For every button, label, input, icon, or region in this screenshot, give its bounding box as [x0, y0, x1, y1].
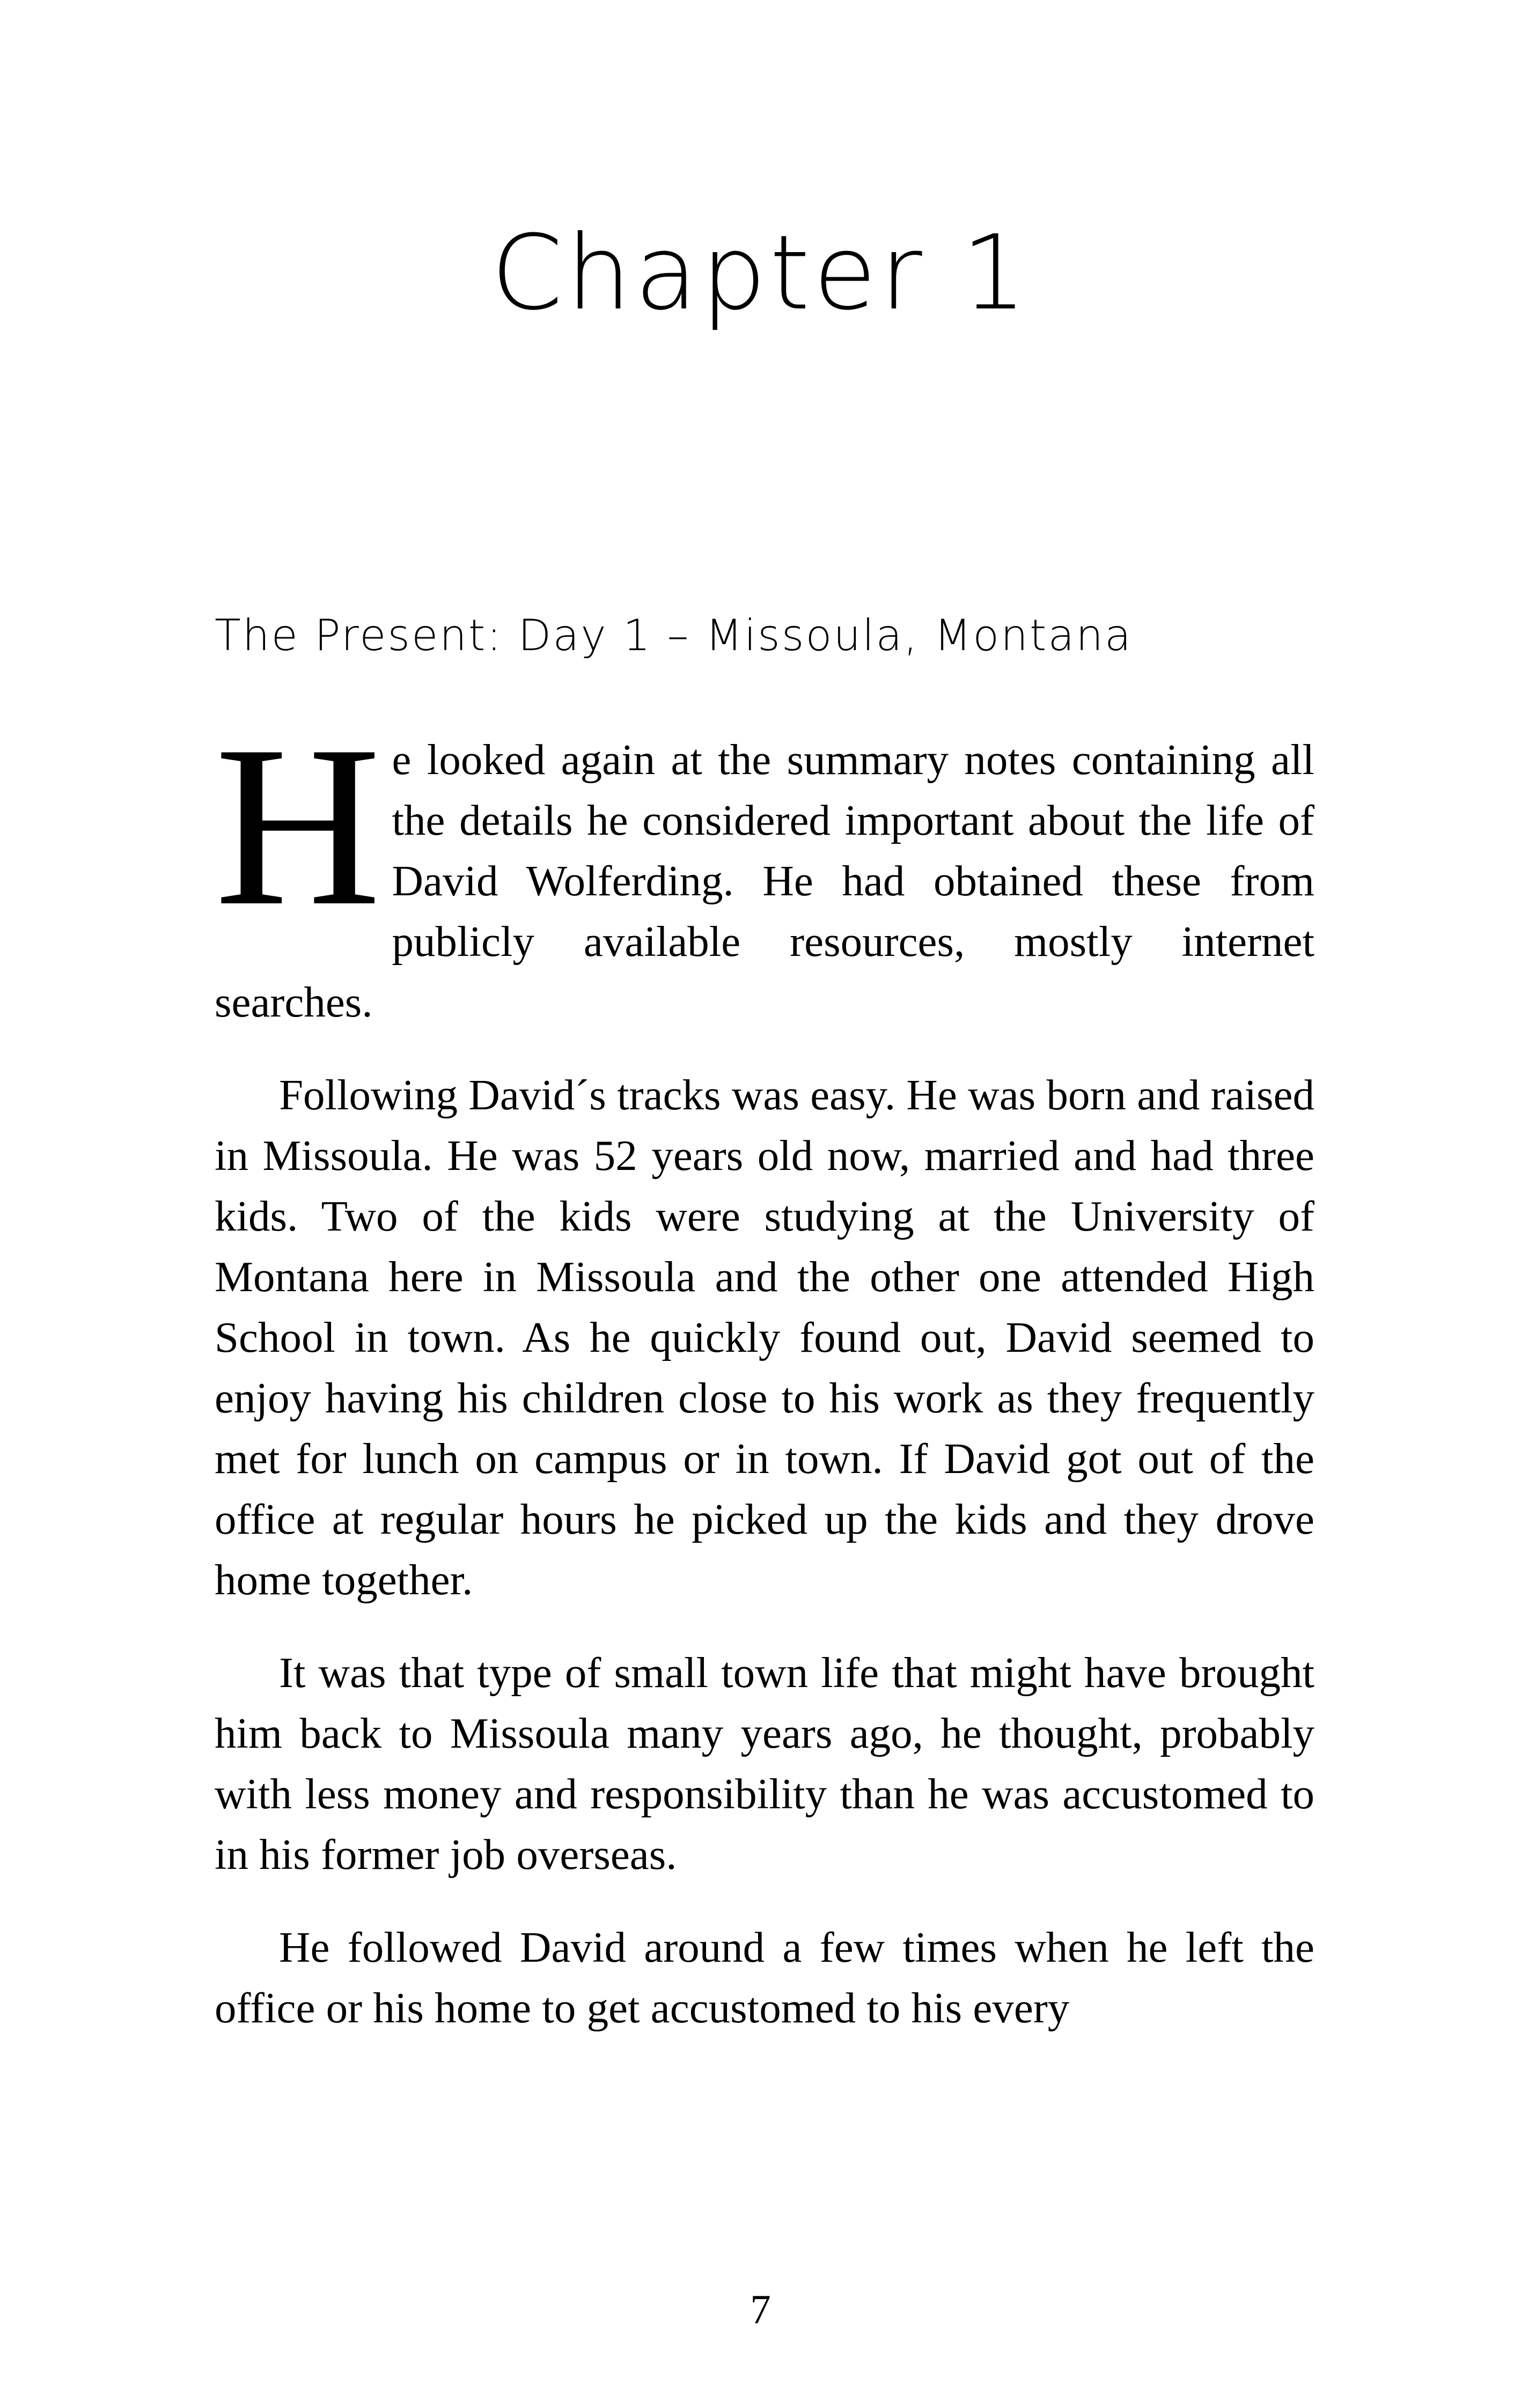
paragraph-1	[215, 698, 1314, 1033]
page-number: 7	[750, 2286, 771, 2332]
paragraph-2: Following David´s tracks was easy. He was born and raised in Missoula. He was 52 years old now, married and had three kids. Two of the kids were studying at the University of Montana here in Missoula and the other one attended High School in town. As he quickly found out, David seemed to enjoy having his children close to his work as they frequently met for lunch on campus or in town. If David got out of the office at regular hours he picked up the kids and they drove home together.	[215, 1071, 1314, 1604]
paragraph-3: It was that type of small town life that might have brought him back to Missoula many years ago, he thought, probably with less money and responsibility than he was accustomed to in his former job overseas.	[215, 1648, 1314, 1879]
paragraph-4: He followed David around a few times when he left the office or his home to get accustomed to his every	[215, 1923, 1314, 2032]
chapter-title: Chapter 1	[491, 213, 1030, 333]
section-heading: The Present: Day 1 – Missoula, Montana	[215, 610, 1133, 660]
body-text	[215, 698, 1314, 2071]
drop-cap: H	[215, 698, 381, 954]
paragraph-1-text: e looked again at the summary notes containing all the details he considered important about the life of David Wolferding. He had obtained these from publicly available resources, mostly internet searches.	[215, 735, 1314, 1026]
